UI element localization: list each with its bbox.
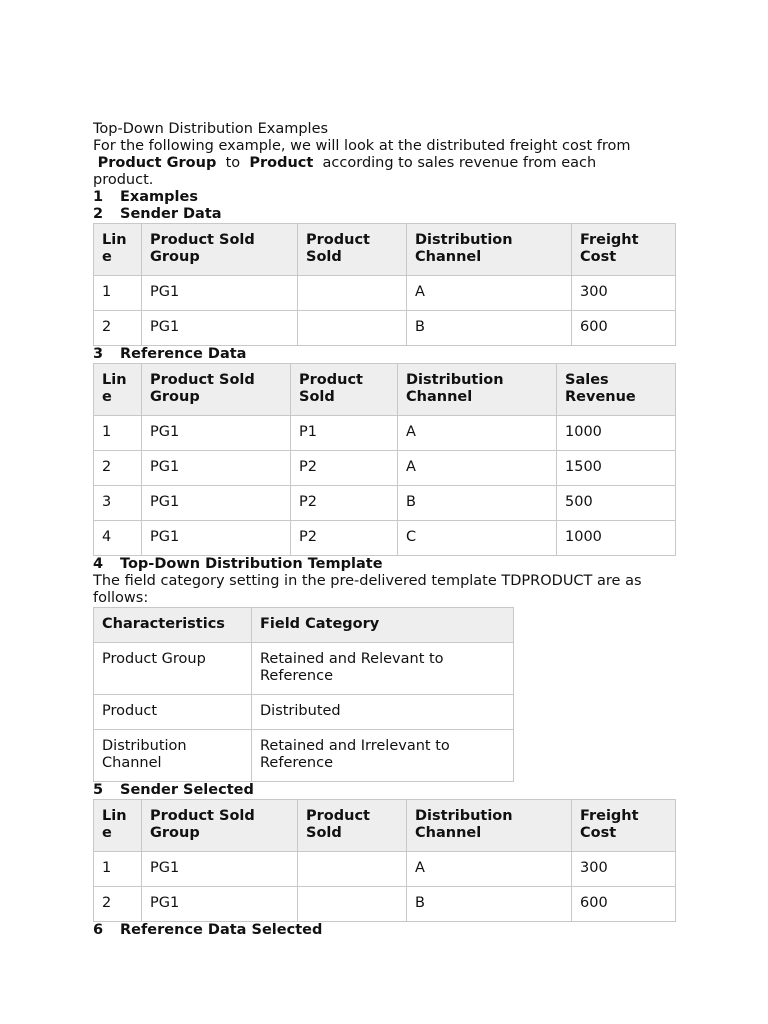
table-row [94,852,676,887]
table-cell: Product [94,695,252,730]
document-content [93,121,683,939]
section-heading-3: 3 Reference Data [93,346,247,362]
document-title: Top-Down Distribution Examples [93,121,329,137]
table-cell: 1000 [557,521,676,556]
table-cell: 2 [94,887,142,922]
table-cell: 1 [94,852,142,887]
table-row [94,311,676,346]
table-cell: C [398,521,557,556]
column-header: Lin e [94,364,142,416]
table-row [94,643,514,695]
table-cell [298,852,407,887]
table-cell: A [398,416,557,451]
table-cell: 3 [94,486,142,521]
intro-text-1: For the following example, we will look at the distributed freight cost from [93,138,631,154]
table-cell: 4 [94,521,142,556]
column-header: Freight Cost [572,800,676,852]
table-cell: 300 [572,852,676,887]
table-cell: 2 [94,311,142,346]
table-row [94,276,676,311]
table-header-row [94,800,676,852]
section-heading-2: 2 Sender Data [93,206,222,222]
column-header: Product Sold Group [142,364,291,416]
column-header: Product Sold [298,800,407,852]
table-cell: Retained and Irrelevant to Reference [252,730,514,782]
table-cell: 1500 [557,451,676,486]
table-cell: PG1 [142,416,291,451]
template-description: The field category setting in the pre-delivered template TDPRODUCT are as follows: [93,573,642,606]
table-cell: 500 [557,486,676,521]
intro-text-2: according to sales revenue from each [322,155,597,171]
intro-bold-product: Product [249,155,314,171]
section-heading-5: 5 Sender Selected [93,782,254,798]
table-header-row [94,364,676,416]
table-cell: A [407,852,572,887]
table-header-row [94,224,676,276]
table-cell: Retained and Relevant to Reference [252,643,514,695]
column-header: Distribution Channel [398,364,557,416]
table-cell: Product Group [94,643,252,695]
table-cell: 1 [94,276,142,311]
table-cell: P1 [291,416,398,451]
column-header: Sales Revenue [557,364,676,416]
section-heading-4: 4 Top-Down Distribution Template [93,556,383,572]
table-cell: Distributed [252,695,514,730]
table-cell: B [407,311,572,346]
sender-selected-table [93,799,676,922]
table-cell: PG1 [142,486,291,521]
column-header: Product Sold [291,364,398,416]
column-header: Distribution Channel [407,224,572,276]
table-cell [298,311,407,346]
column-header: Product Sold Group [142,224,298,276]
table-row [94,451,676,486]
table-cell: 300 [572,276,676,311]
table-row [94,521,676,556]
table-cell: 1 [94,416,142,451]
table-cell [298,276,407,311]
table-cell: 600 [572,887,676,922]
table-row [94,887,676,922]
table-cell: P2 [291,451,398,486]
table-cell: B [407,887,572,922]
table-cell: B [398,486,557,521]
section-heading-1: 1 Examples [93,189,198,205]
table-header-row [94,608,514,643]
table-cell: PG1 [142,311,298,346]
intro-bold-product-group: Product Group [97,155,217,171]
table-cell: P2 [291,486,398,521]
table-row [94,730,514,782]
table-cell: A [407,276,572,311]
table-cell: PG1 [142,887,298,922]
column-header: Lin e [94,800,142,852]
table-row [94,416,676,451]
table-cell: PG1 [142,852,298,887]
intro-text-3: product. [93,172,154,188]
sender-data-table [93,223,676,346]
column-header: Field Category [252,608,514,643]
column-header: Distribution Channel [407,800,572,852]
table-cell: PG1 [142,521,291,556]
column-header: Lin e [94,224,142,276]
table-cell: 1000 [557,416,676,451]
table-row [94,695,514,730]
table-cell: 2 [94,451,142,486]
table-cell: PG1 [142,276,298,311]
table-cell: Distribution Channel [94,730,252,782]
intro-paragraph [93,138,683,189]
reference-data-table [93,363,676,556]
section-heading-6: 6 Reference Data Selected [93,922,323,938]
column-header: Product Sold Group [142,800,298,852]
table-cell [298,887,407,922]
table-cell: A [398,451,557,486]
column-header: Product Sold [298,224,407,276]
template-field-category-table [93,607,514,782]
table-row [94,486,676,521]
column-header: Freight Cost [572,224,676,276]
table-cell: 600 [572,311,676,346]
column-header: Characteristics [94,608,252,643]
table-cell: PG1 [142,451,291,486]
intro-text-to: to [225,155,241,171]
table-cell: P2 [291,521,398,556]
